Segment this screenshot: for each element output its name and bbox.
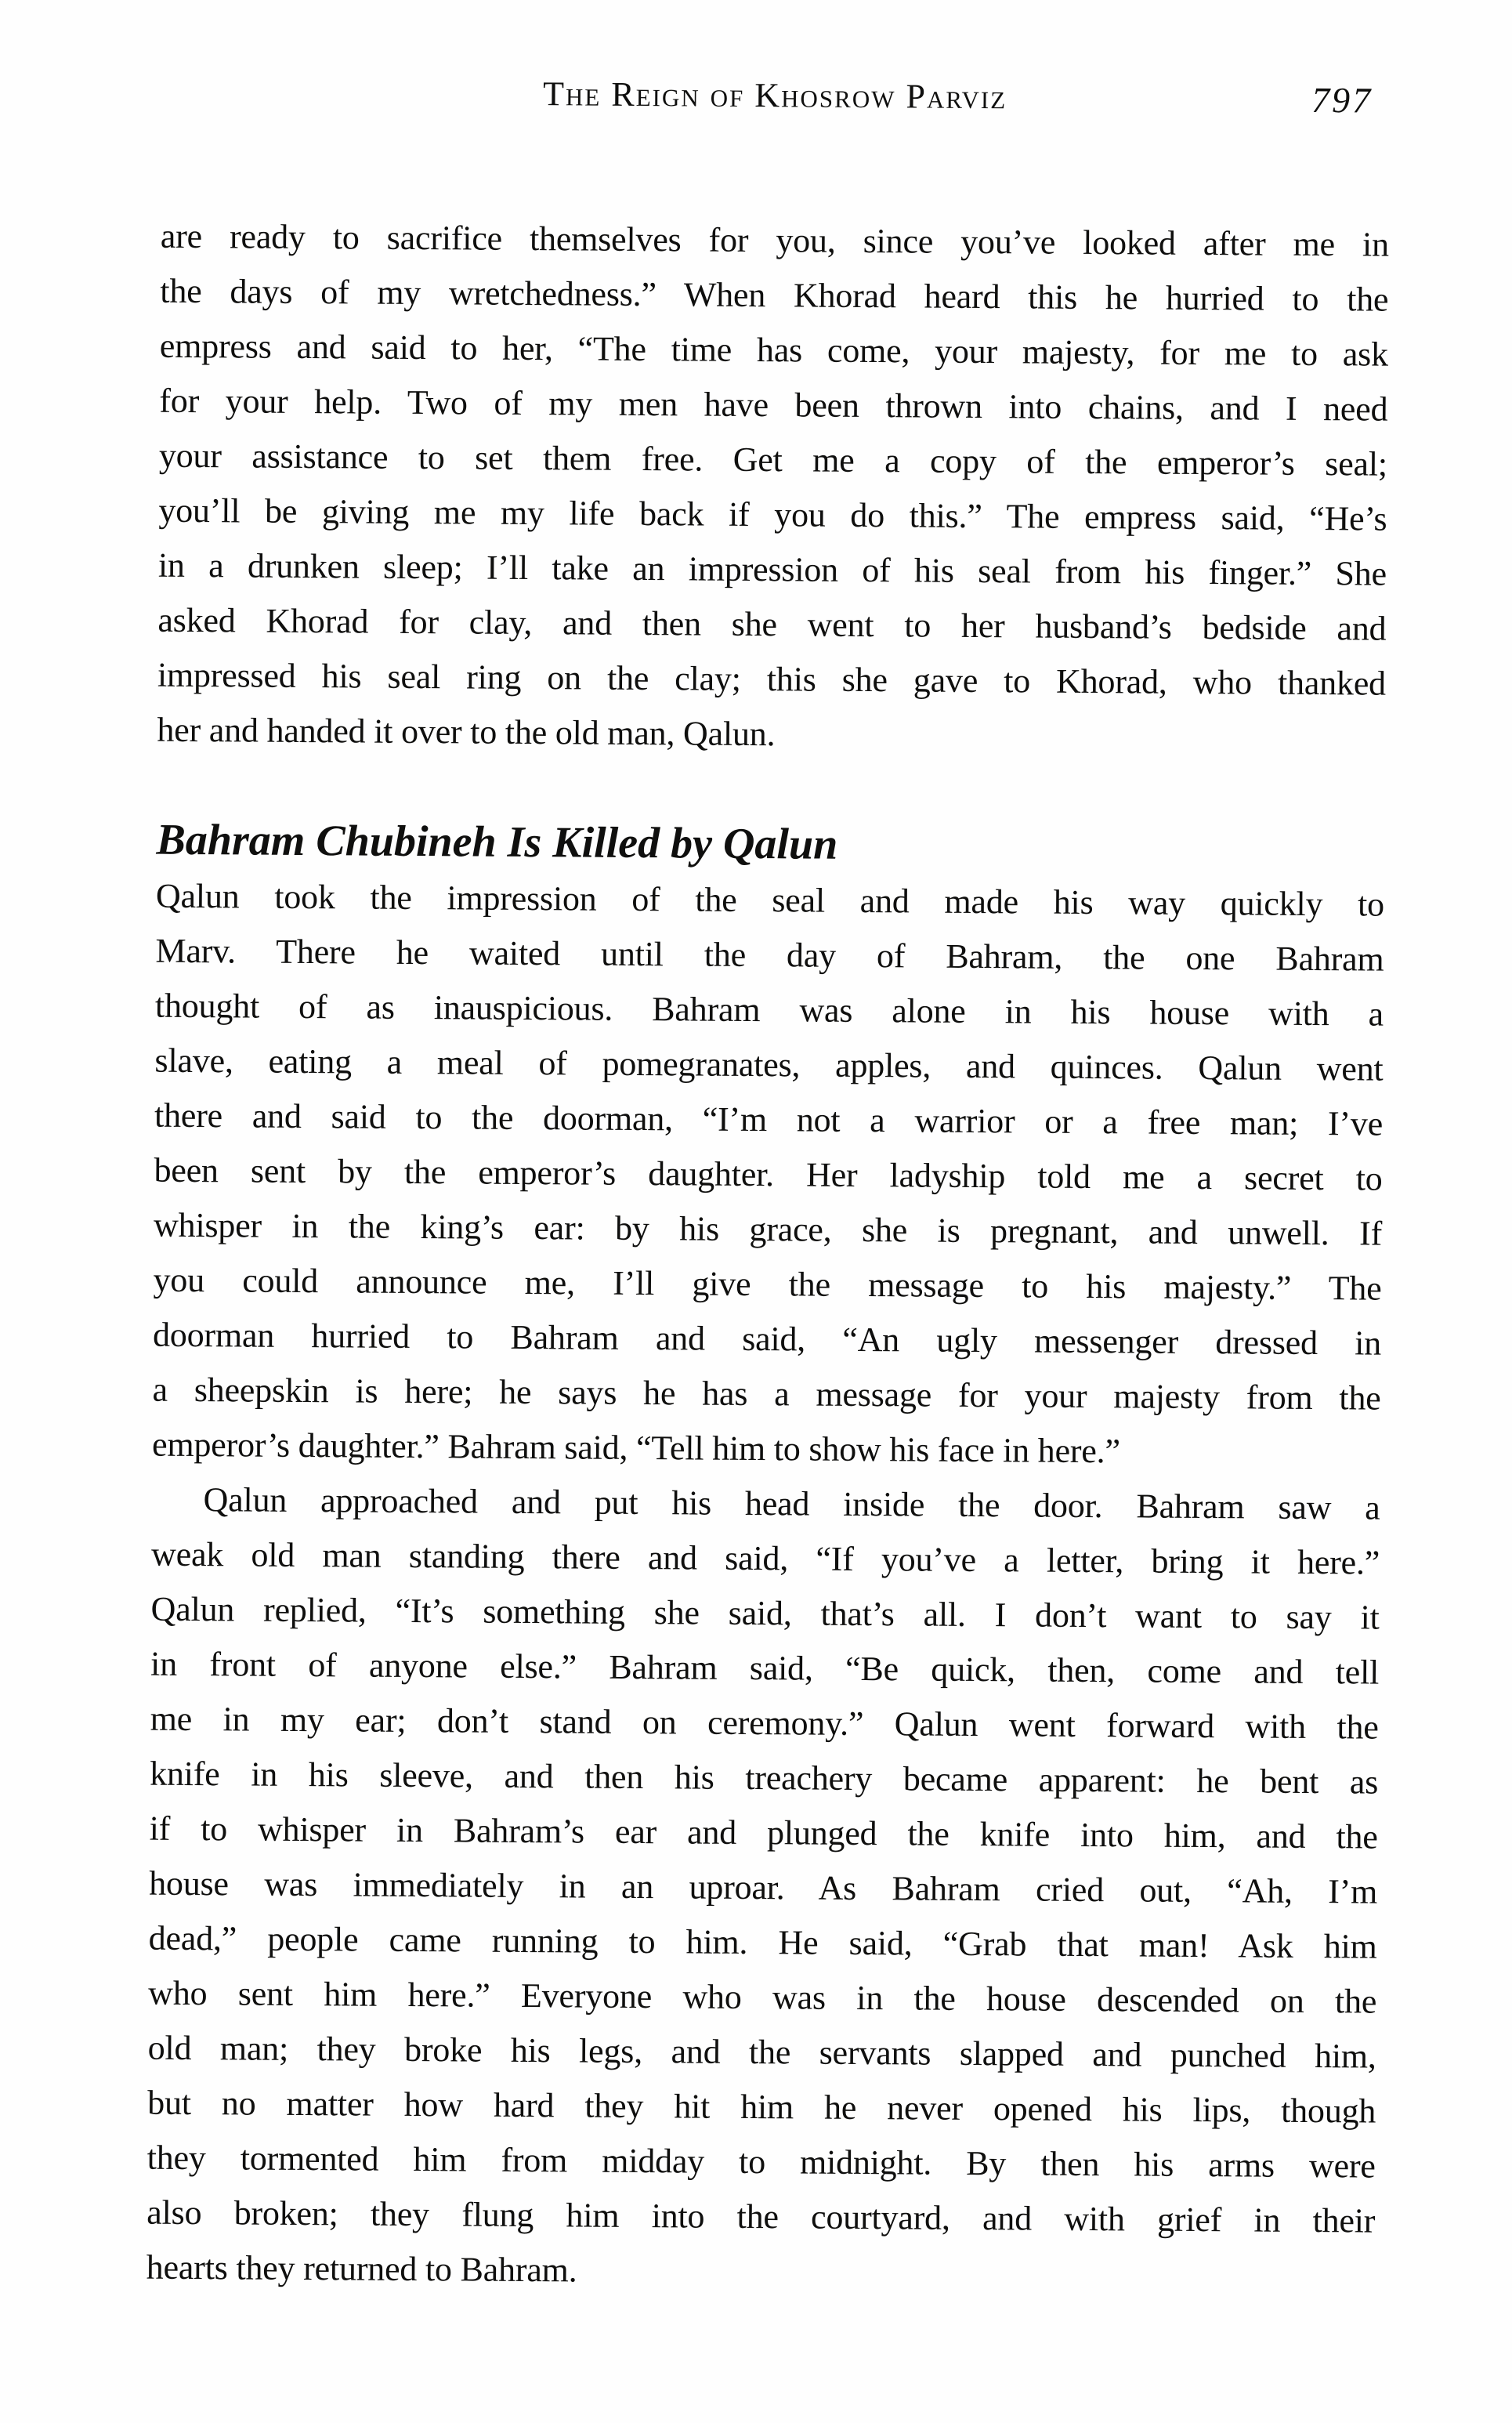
text-line: emperor’s daughter.” Bahram said, “Tell him to show his face in here.” <box>151 1425 1120 1471</box>
text-line: empress and said to her, “The time has come, your majesty, for me to ask <box>159 326 1389 374</box>
text-line: Qalun replied, “It’s something she said, that’s all. I don’t want to say it <box>150 1589 1380 1637</box>
text-line: also broken; they flung him into the courtyard, and with grief in their <box>146 2193 1376 2240</box>
page-body <box>146 209 1390 2304</box>
text-line: thought of as inauspicious. Bahram was alone in his house with a <box>154 986 1384 1034</box>
section-heading: Bahram Chubineh Is Killed by Qalun <box>156 815 838 869</box>
text-line: Qalun approached and put his head inside the door. Bahram saw a <box>203 1480 1380 1527</box>
text-line: old man; they broke his legs, and the servants slapped and punched him, <box>147 2028 1376 2076</box>
text-line: Marv. There he waited until the day of Bahram, the one Bahram <box>155 931 1384 979</box>
text-line: you could announce me, I’ll give the message to his majesty.” The <box>153 1260 1382 1308</box>
text-line: there and said to the doorman, “I’m not a warrior or a free man; I’ve <box>154 1096 1384 1143</box>
text-line: a sheepskin is here; he says he has a message for your majesty from the <box>152 1370 1381 1418</box>
text-line: Qalun took the impression of the seal and made his way quickly to <box>155 876 1385 924</box>
paragraph <box>146 1472 1380 2304</box>
text-line: been sent by the emperor’s daughter. Her ladyship told me a secret to <box>154 1150 1383 1198</box>
text-line: weak old man standing there and said, “If you’ve a letter, bring it here.” <box>150 1534 1380 1582</box>
text-line: impressed his seal ring on the clay; this she gave to Khorad, who thanked <box>157 655 1387 703</box>
text-line: asked Khorad for clay, and then she went to her husband’s bedside and <box>157 600 1387 648</box>
text-line: for your help. Two of my men have been thrown into chains, and I need <box>159 381 1388 429</box>
running-header <box>160 68 1390 124</box>
text-line: dead,” people came running to him. He said, “Grab that man! Ask him <box>148 1918 1377 1966</box>
running-header-title: The Reign of Khosrow Parviz <box>542 74 1007 117</box>
paragraph <box>152 869 1384 1481</box>
text-line: her and handed it over to the old man, Qalun. <box>157 710 776 754</box>
text-line: are ready to sacrifice themselves for you, since you’ve looked after me in <box>160 216 1390 264</box>
paragraph <box>157 209 1389 766</box>
text-line: house was immediately in an uproar. As Bahram cried out, “Ah, I’m <box>149 1863 1378 1911</box>
text-line: knife in his sleeve, and then his treachery became apparent: he bent as <box>150 1754 1379 1802</box>
text-line: in a drunken sleep; I’ll take an impression of his seal from his finger.” She <box>157 545 1387 593</box>
text-line: doorman hurried to Bahram and said, “An ugly messenger dressed in <box>152 1315 1382 1363</box>
text-line: but no matter how hard they hit him he never opened his lips, though <box>147 2083 1376 2131</box>
text-line: the days of my wretchedness.” When Khorad heard this he hurried to the <box>160 271 1389 319</box>
text-line: you’ll be giving me my life back if you do this.” The empress said, “He’s <box>158 491 1387 538</box>
text-line: if to whisper in Bahram’s ear and plunged the knife into him, and the <box>149 1809 1378 1856</box>
text-line: hearts they returned to Bahram. <box>146 2247 577 2290</box>
text-line: slave, eating a meal of pomegranates, apples, and quinces. Qalun went <box>154 1041 1384 1088</box>
text-line: they tormented him from midday to midnight. By then his arms were <box>146 2138 1376 2186</box>
text-line: in front of anyone else.” Bahram said, “Be quick, then, come and tell <box>150 1644 1380 1692</box>
text-line: whisper in the king’s ear: by his grace, she is pregnant, and unwell. If <box>153 1205 1383 1253</box>
text-line: your assistance to set them free. Get me a copy of the emperor’s seal; <box>158 436 1388 484</box>
page-number: 797 <box>1311 79 1373 121</box>
text-line: who sent him here.” Everyone who was in the house descended on the <box>148 1973 1377 2021</box>
text-line: me in my ear; don’t stand on ceremony.” Qalun went forward with the <box>150 1699 1379 1747</box>
